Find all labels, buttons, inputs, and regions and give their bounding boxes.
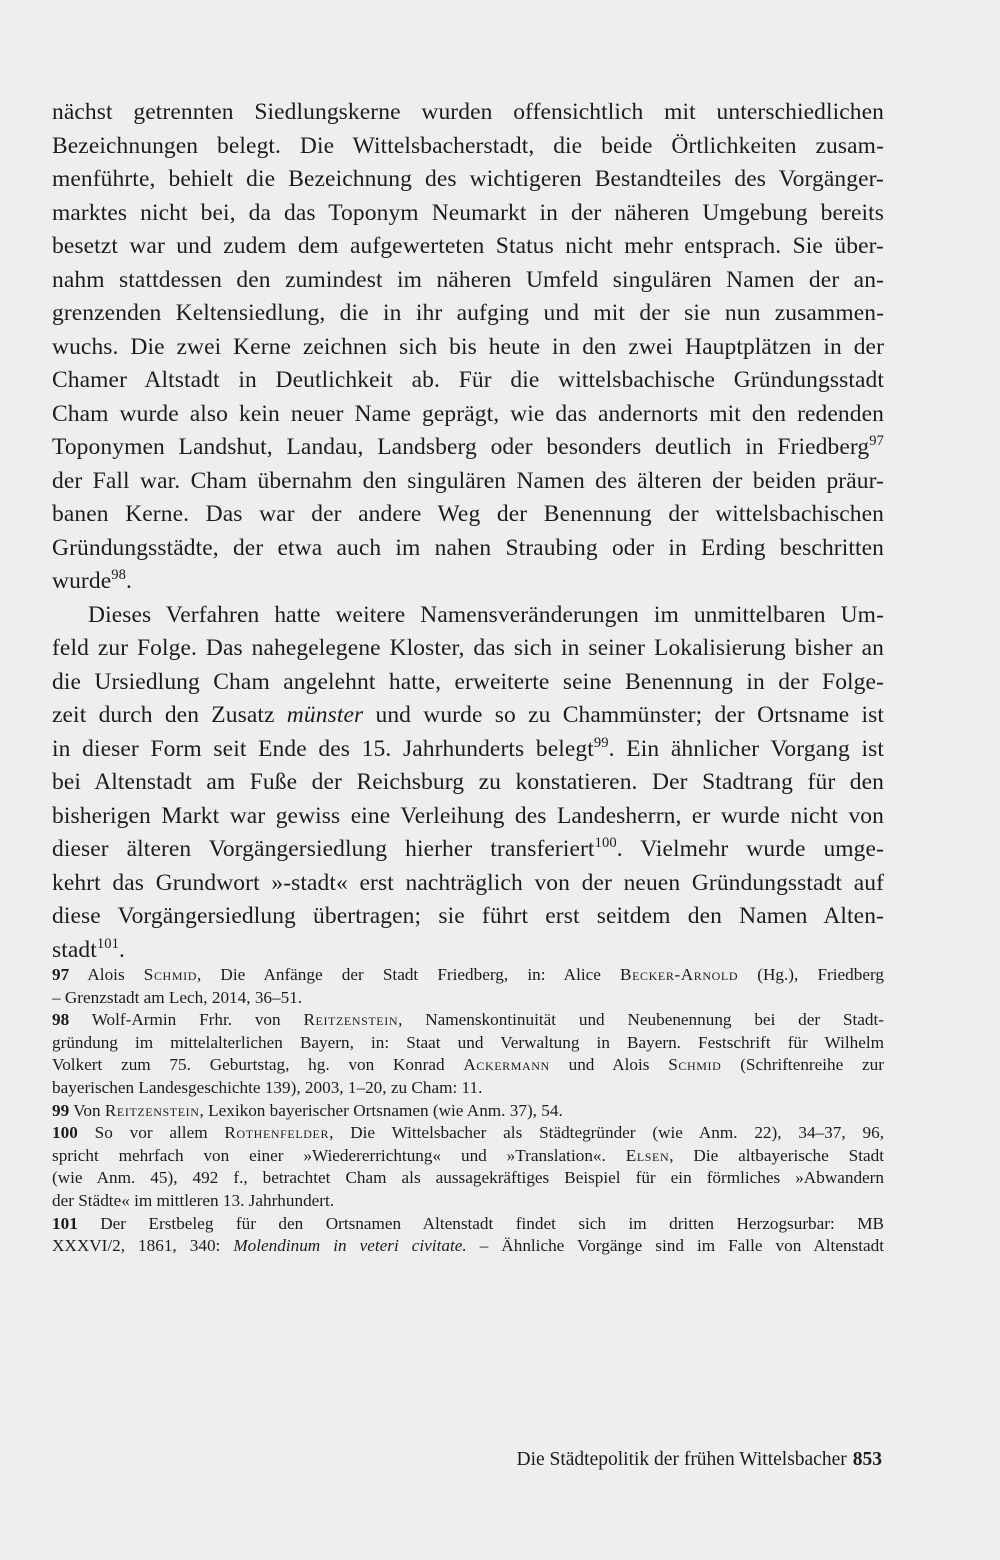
footnote-number: 97 [52,965,70,984]
body-line: stadt$^{101}$. [52,935,126,963]
body-line: Bezeichnungen belegt. Die Wittelsbacherstadt, die beide Örtlichkeiten zusam- [52,132,884,159]
footnote-number: 99 [52,1100,70,1120]
footnote-ref-97[interactable]: 97 [869,433,884,450]
footnote-line: gründung im mittelalterlichen Bayern, in: Staat und Verwaltung in Bayern. Festschrift für Wilhelm [52,1032,884,1052]
body-line: bei Altenstadt am Fuße der Reichsburg zu konstatieren. Der Stadtrang für den [52,769,884,795]
body-line: in dieser Form seit Ende des 15. Jahrhunderts belegt$^{99}$. Ein ähnlicher Vorgang ist [52,734,884,762]
page-number: 853 [852,1449,882,1470]
body-line: banen Kerne. Das war der andere Weg der Benennung der wittelsbachischen [52,501,884,527]
body-line: nächst getrennten Siedlungskerne wurden offensichtlich mit unterschiedlichen [52,99,884,125]
footnote-line: XXXVI/2, 1861, 340: Molendinum in veteri civitate. – Ähnliche Vorgänge sind im Falle von Altenstadt [52,1236,885,1256]
body-line: Chamer Altstadt in Deutlichkeit ab. Für die wittelsbachische Gründungsstadt [52,367,884,393]
footnote-number: 98 [52,1010,70,1030]
body-line: wurde$^{98}$. [52,567,132,594]
body-line: menführte, behielt die Bezeichnung des wichtigeren Bestandteiles des Vorgänger- [52,166,884,192]
body-line: besetzt war und zudem dem aufgewerteten Status nicht mehr entsprach. Sie über- [52,233,884,259]
footnote-ref-98[interactable]: 98 [111,567,126,584]
footnote-line: spricht mehrfach von einer »Wiedererrichtung« und »Translation«. Elsen, Die altbayerische Stadt [52,1145,885,1165]
footnote-line: (wie Anm. 45), 492 f., betrachtet Cham als aussagekräftiges Beispiel für ein förmliches »Abwandern [52,1168,884,1188]
footnote-line: bayerischen Landesgeschichte 139), 2003, 1–20, zu Cham: 11. [52,1077,483,1097]
body-line: kehrt das Grundwort »-stadt« erst nachträglich von der neuen Gründungsstadt auf [52,869,884,896]
footnote-99: 99 Von Reitzenstein, Lexikon bayerischer Ortsnamen (wie Anm. 37), 54. [52,1100,563,1120]
footnote-ref-100[interactable]: 100 [594,835,617,852]
body-line: die Ursiedlung Cham angelehnt hatte, erweiterte seine Benennung in der Folge- [52,668,884,695]
body-line: zeit durch den Zusatz münster und wurde so zu Chammünster; der Ortsname ist [52,702,884,728]
body-line: dieser älteren Vorgängersiedlung hierher transferiert$^{100}$. Vielmehr wurde umge- [52,835,884,862]
footnote-line: – Grenzstadt am Lech, 2014, 36–51. [52,987,303,1007]
footnote-number: 100 [52,1123,78,1143]
footnote-97: 97 Alois Schmid, Die Anfänge der Stadt Friedberg, in: Alice Becker-Arnold (Hg.), Friedberg [52,965,884,984]
body-line: wuchs. Die zwei Kerne zeichnen sich bis heute in den zwei Hauptplätzen in der [52,333,884,360]
footnote-number: 101 [52,1213,78,1233]
body-line: Gründungsstädte, der etwa auch im nahen Straubing oder in Erding beschritten [52,534,884,561]
italic-quote: Molendinum in veteri civitate. [233,1236,467,1256]
footnote-ref-99[interactable]: 99 [593,734,609,751]
footnote-98: 98 Wolf-Armin Frhr. von Reitzenstein, Namenskontinuität und Neubenennung bei der Stadt- [52,1010,884,1030]
body-line: nahm stattdessen den zumindest im näheren Umfeld singulären Namen der an- [52,266,884,293]
body-line: diese Vorgängersiedlung übertragen; sie führt erst seitdem den Namen Alten- [52,903,884,929]
footnote-ref-101[interactable]: 101 [96,935,120,952]
body-line: bisherigen Markt war gewiss eine Verleihung des Landesherrn, er wurde nicht von [52,802,884,829]
running-footer [516,1448,882,1472]
main-text [52,96,884,967]
body-line: marktes nicht bei, da das Toponym Neumarkt in der näheren Umgebung bereits [52,199,884,226]
footnote-line: der Städte« im mittleren 13. Jahrhundert. [52,1190,335,1210]
footnote-line: Volkert zum 75. Geburtstag, hg. von Konrad Ackermann und Alois Schmid (Schriftenreihe zur [52,1055,884,1075]
body-line: Cham wurde also kein neuer Name geprägt, wie das andernorts mit den redenden [52,400,884,427]
italic-term: münster [286,702,364,728]
footnotes [52,964,884,1258]
paragraph-start-line: Dieses Verfahren hatte weitere Namensveränderungen im unmittelbaren Um- [88,601,884,628]
body-line: der Fall war. Cham übernahm den singulären Namen des älteren der beiden präur- [52,467,884,494]
body-line: grenzenden Keltensiedlung, die in ihr aufging und mit der sie nun zusammen- [52,300,884,326]
body-line: Toponymen Landshut, Landau, Landsberg oder besonders deutlich in Friedberg$^{97}$ [52,433,884,460]
footnote-100: 100 So vor allem Rothenfelder, Die Wittelsbacher als Städtegründer (wie Anm. 22), 34–37, 96, [52,1123,884,1143]
running-title: Die Städtepolitik der frühen Wittelsbacher [516,1449,847,1470]
footnote-101: 101 Der Erstbeleg für den Ortsnamen Altenstadt findet sich im dritten Herzogsurbar: MB [52,1213,884,1233]
body-line: feld zur Folge. Das nahegelegene Kloster, das sich in seiner Lokalisierung bisher an [52,635,884,661]
